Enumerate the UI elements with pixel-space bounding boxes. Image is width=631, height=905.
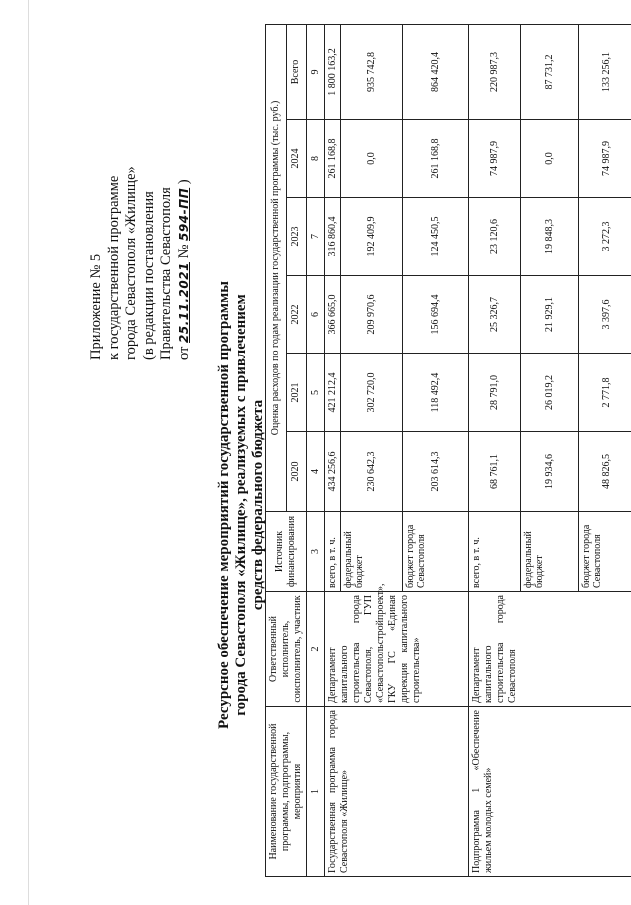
value-cell: 28 791,0 [469,354,521,432]
value-cell: 25 326,7 [469,276,521,354]
value-cell: 26 019,2 [521,354,579,432]
value-cell: 192 409,9 [341,198,403,276]
value-cell: 3 272,3 [579,198,631,276]
column-index: 3 [307,512,325,592]
value-cell: 2 771,8 [579,354,631,432]
header-source: Источник финансирования [266,512,307,592]
header-year: 2024 [286,120,307,198]
number-sign: № [175,244,192,259]
resource-table [265,24,631,877]
value-cell: 0,0 [341,120,403,198]
header-line: к государственной программе [105,175,122,360]
funding-source: всего, в т. ч. [325,512,341,592]
value-cell: 19 934,6 [521,432,579,512]
value-cell: 74 987,9 [579,120,631,198]
column-index: 1 [307,707,325,877]
value-cell: 209 970,6 [341,276,403,354]
handwritten-date: 25.11.2021 [176,262,191,343]
title-line: средств федерального бюджета [250,399,266,611]
column-index: 9 [307,24,325,119]
value-cell: 3 397,6 [579,276,631,354]
scan-edge-line [28,0,29,905]
header-line: Приложение № 5 [88,253,104,360]
value-cell: 124 450,5 [403,198,469,276]
document-title [216,225,267,785]
value-cell: 68 761,1 [469,432,521,512]
value-cell: 0,0 [521,120,579,198]
value-cell: 203 614,3 [403,432,469,512]
column-index: 5 [307,354,325,432]
value-cell: 302 720,0 [341,354,403,432]
funding-source: федеральный бюджет [521,512,579,592]
value-cell: 421 212,4 [325,354,341,432]
header-year: 2021 [286,354,307,432]
value-cell: 156 694,4 [403,276,469,354]
value-cell: 261 168,8 [403,120,469,198]
header-year: 2020 [286,432,307,512]
value-cell: 366 665,0 [325,276,341,354]
column-index: 8 [307,120,325,198]
funding-source: бюджет города Севастополя [403,512,469,592]
value-cell: 21 929,1 [521,276,579,354]
value-cell: 434 256,6 [325,432,341,512]
value-cell: 316 860,4 [325,198,341,276]
header-prefix: от [175,346,192,360]
program-name: Государственная программа города Севастополя «Жилище» [325,707,469,877]
value-cell: 23 120,6 [469,198,521,276]
funding-source: бюджет города Севастополя [579,512,631,592]
program-name: Подпрограмма 1 «Обеспечение жильем молодых семей» [469,707,631,877]
table-row [325,24,341,876]
column-index: 7 [307,198,325,276]
column-index: 6 [307,276,325,354]
header-line: Правительства Севастополя [158,187,174,360]
executor: Департамент капитального строительства города Севастополя, ГУП «Севастопольстройпроект», ГКУ ГС «Единая дирекция капитального строительства» [325,592,469,707]
value-cell: 19 848,3 [521,198,579,276]
table-row [469,24,521,876]
header-year: 2022 [286,276,307,354]
header-year: 2023 [286,198,307,276]
value-cell: 935 742,8 [341,24,403,119]
header-line: (в редакции постановления [140,191,157,360]
value-cell: 220 987,3 [469,24,521,119]
header-name: Наименование государственной программы, подпрограммы, мероприятия [266,707,307,877]
header-total: Всего [286,24,307,119]
value-cell: 261 168,8 [325,120,341,198]
title-line: города Севастополя «Жилище», реализуемых с привлечением [233,294,249,716]
column-index: 2 [307,592,325,707]
funding-source: всего, в т. ч. [469,512,521,592]
value-cell: 230 642,3 [341,432,403,512]
value-cell: 118 492,4 [403,354,469,432]
closing-paren: ) [175,179,192,185]
header-executor: Ответственный исполнитель, соисполнитель, участник [266,592,307,707]
value-cell: 133 256,1 [579,24,631,119]
value-cell: 74 987,9 [469,120,521,198]
appendix-header [88,166,193,360]
value-cell: 864 420,4 [403,24,469,119]
executor: Департамент капитального строительства города Севастополя [469,592,631,707]
column-index-row [307,24,325,876]
column-index: 4 [307,432,325,512]
value-cell: 87 731,2 [521,24,579,119]
header-date-line [176,166,194,360]
header-expense-group: Оценка расходов по годам реализации государственной программы (тыс. руб.) [266,24,287,511]
value-cell: 1 800 163,2 [325,24,341,119]
value-cell: 48 826,5 [579,432,631,512]
title-line: Ресурсное обеспечение мероприятий государственной программы [216,281,232,729]
funding-source: федеральный бюджет [341,512,403,592]
handwritten-number: 594-ПП [176,187,191,241]
header-line: города Севастополя «Жилище» [123,166,139,360]
